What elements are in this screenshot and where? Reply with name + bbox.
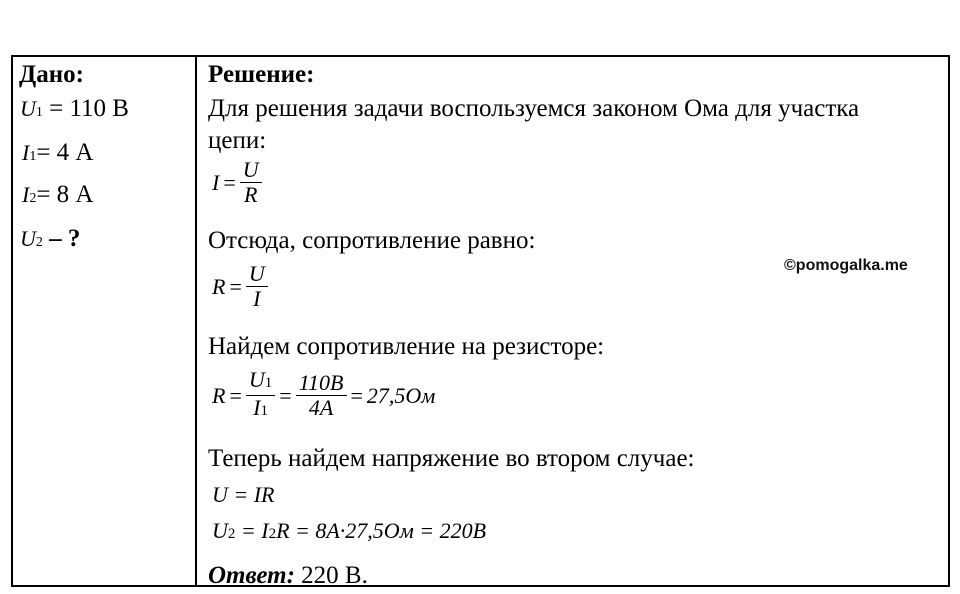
formula-eq: = [350, 382, 363, 408]
given-row-i1 [22, 140, 93, 165]
given-var: I [22, 182, 30, 207]
table-frame [11, 55, 950, 587]
given-header: Дано: [19, 61, 84, 88]
formula-lhs: I [212, 169, 220, 195]
numerator-sub: 1 [264, 375, 273, 391]
solution-text4: Теперь найдем напряжение во втором случае: [208, 445, 695, 472]
denominator-sub: 1 [260, 403, 268, 419]
formula-sub: 2 [268, 526, 277, 542]
formula-u-ir: U = IR [212, 482, 275, 507]
answer-line [208, 563, 368, 588]
fraction [240, 158, 262, 207]
formula-var: I [261, 518, 269, 543]
formula-resistance [212, 262, 268, 311]
formula-lhs: R [212, 273, 226, 299]
given-value: – ? [42, 225, 81, 252]
formula-ohm [212, 158, 262, 207]
solution-text2: Отсюда, сопротивление равно: [208, 227, 536, 254]
solution-header: Решение: [208, 61, 315, 88]
fraction-numerator: 110B [296, 371, 347, 396]
given-sub: 1 [29, 149, 37, 164]
answer-label: Ответ: [208, 562, 295, 589]
formula-sub: 2 [227, 526, 236, 542]
answer-value: 220 В. [294, 562, 368, 589]
given-var: U [20, 96, 36, 121]
formula-result: 27,5Ом [366, 382, 436, 408]
denominator-var: I [253, 395, 261, 420]
given-sub: 2 [35, 235, 43, 250]
formula-eq: = [229, 273, 242, 299]
formula-tail: R = 8A·27,5Ом = 220B [276, 518, 487, 543]
fraction-numerator: U [240, 158, 262, 183]
formula-var: U [212, 518, 228, 543]
given-sub: 2 [29, 191, 37, 206]
watermark: ©pomogalka.me [784, 257, 908, 274]
fraction-numerator: U [246, 262, 268, 287]
formula-u2 [212, 520, 486, 542]
solution-intro-line2: цепи: [208, 127, 267, 154]
formula-resistance-calc [212, 368, 435, 423]
given-value: = 8 А [36, 181, 94, 208]
fraction-numerator [246, 368, 275, 396]
formula-lhs: R [212, 382, 226, 408]
given-value: = 4 А [36, 139, 94, 166]
fraction [246, 262, 268, 311]
fraction-denominator [246, 396, 275, 423]
given-row-u1 [20, 96, 129, 121]
fraction [246, 368, 275, 423]
fraction-denominator: I [253, 286, 261, 311]
formula-eq: = [279, 382, 292, 408]
given-value: = 110 В [42, 95, 129, 122]
numerator-var: U [248, 367, 265, 392]
fraction-denominator: 4A [308, 395, 334, 420]
formula-eq: = [235, 518, 262, 543]
solution-intro-line1: Для решения задачи воспользуемся законом Ома для участка [208, 95, 860, 122]
given-var: U [20, 226, 36, 251]
given-var: I [22, 140, 30, 165]
given-row-i2 [22, 182, 93, 207]
column-divider [195, 55, 197, 587]
formula-eq: = [229, 382, 242, 408]
given-sub: 1 [35, 105, 43, 120]
fraction-denominator: R [243, 182, 258, 207]
fraction [296, 371, 347, 420]
solution-text3: Найдем сопротивление на резисторе: [208, 333, 605, 360]
formula-eq: = [223, 169, 236, 195]
given-row-u2 [20, 226, 80, 251]
